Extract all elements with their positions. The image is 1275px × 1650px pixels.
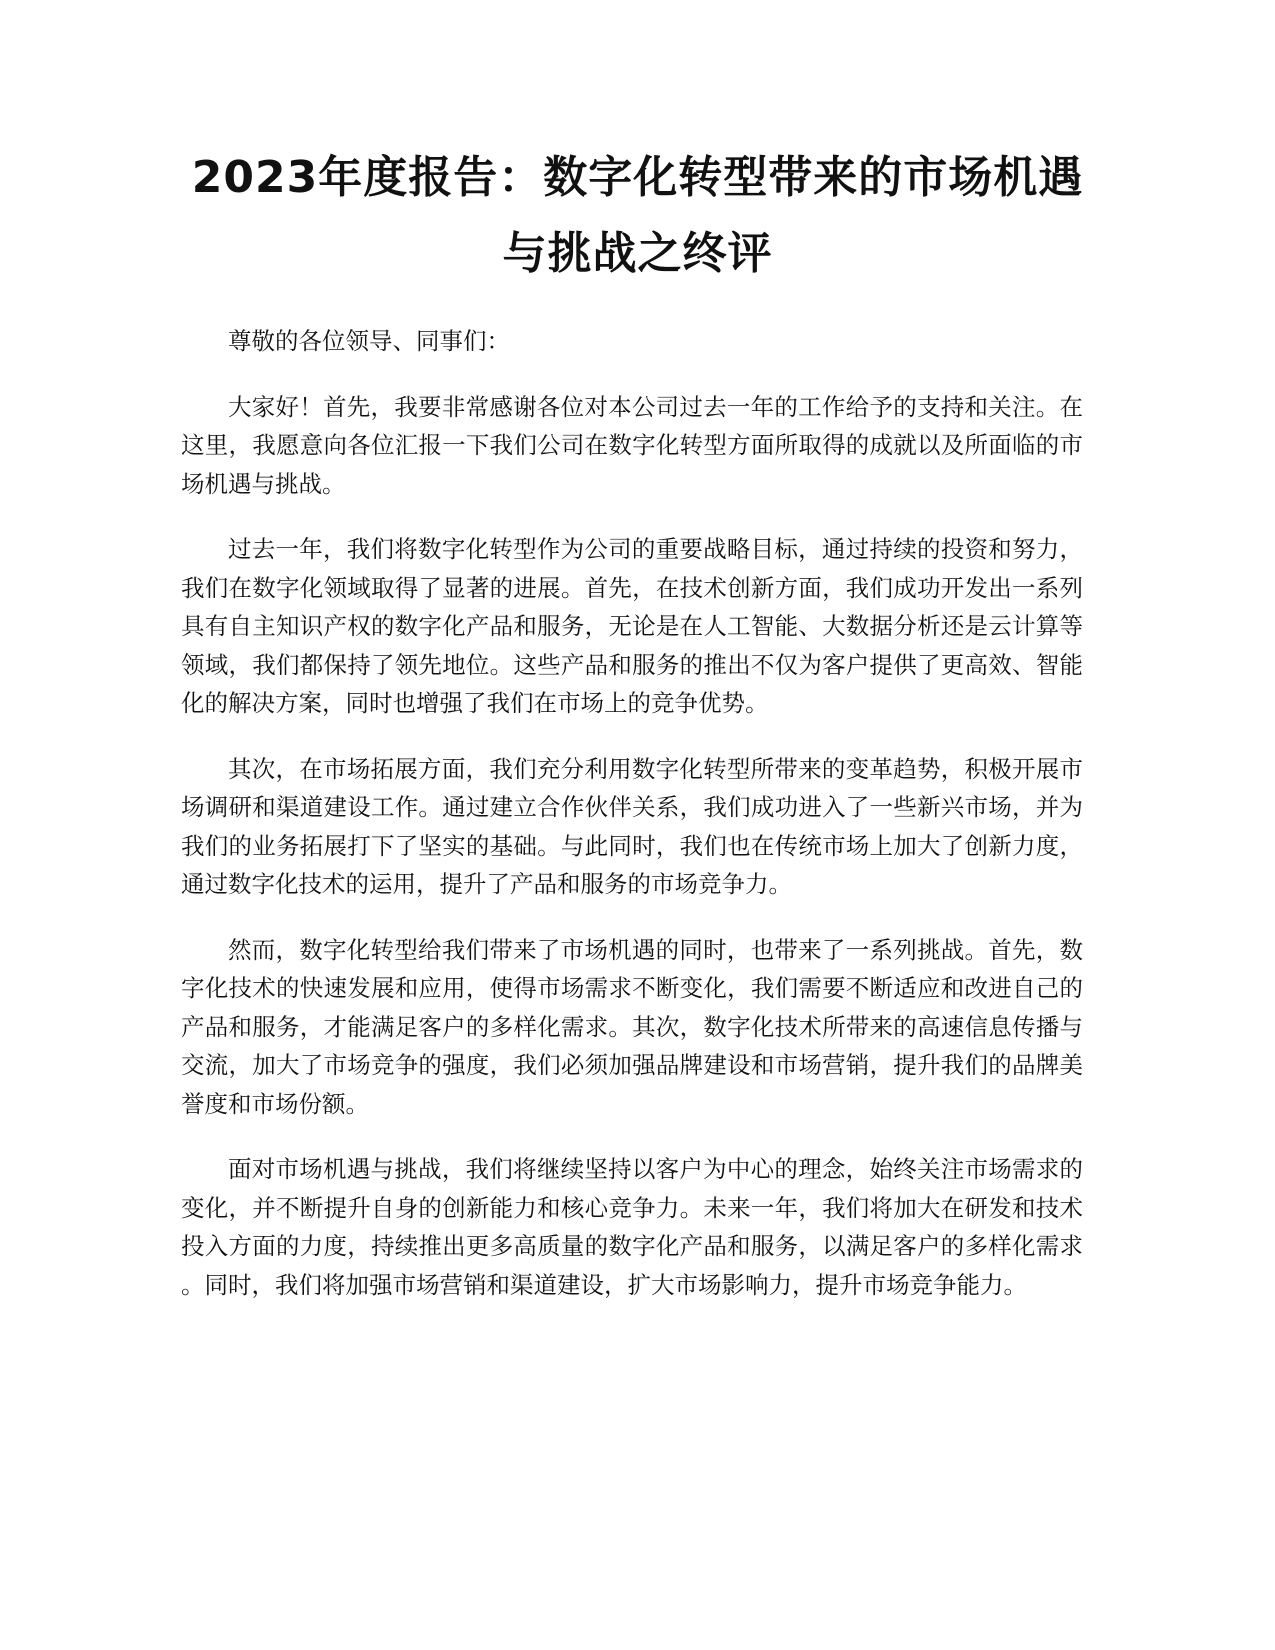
- body-paragraph: 其次，在市场拓展方面，我们充分利用数字化转型所带来的变革趋势，积极开展市场调研和渠道建设工作。通过建立合作伙伴关系，我们成功进入了一些新兴市场，并为我们的业务拓展打下了坚实的基础。与此同时，我们也在传统市场上加大了创新力度，通过数字化技术的运用，提升了产品和服务的市场竞争力。: [181, 754, 1083, 898]
- body-paragraph: 然而，数字化转型给我们带来了市场机遇的同时，也带来了一系列挑战。首先，数字化技术的快速发展和应用，使得市场需求不断变化，我们需要不断适应和改进自己的产品和服务，才能满足客户的多样化需求。其次，数字化技术所带来的高速信息传播与交流，加大了市场竞争的强度，我们必须加强品牌建设和市场营销，提升我们的品牌美誉度和市场份额。: [181, 935, 1083, 1118]
- body-paragraph: 过去一年，我们将数字化转型作为公司的重要战略目标，通过持续的投资和努力，我们在数字化领域取得了显著的进展。首先，在技术创新方面，我们成功开发出一系列具有自主知识产权的数字化产品和服务，无论是在人工智能、大数据分析还是云计算等领域，我们都保持了领先地位。这些产品和服务的推出不仅为客户提供了更高效、智能化的解决方案，同时也增强了我们在市场上的竞争优势。: [181, 535, 1083, 717]
- document-body: [181, 322, 1083, 1331]
- body-paragraph: 大家好！首先，我要非常感谢各位对本公司过去一年的工作给予的支持和关注。在这里，我愿意向各位汇报一下我们公司在数字化转型方面所取得的成就以及所面临的市场机遇与挑战。: [181, 392, 1083, 498]
- body-paragraph: 面对市场机遇与挑战，我们将继续坚持以客户为中心的理念，始终关注市场需求的变化，并不断提升自身的创新能力和核心竞争力。未来一年，我们将加大在研发和技术投入方面的力度，持续推出更多高质量的数字化产品和服务，以满足客户的多样化需求。同时，我们将加强市场营销和渠道建设，扩大市场影响力，提升市场竞争能力。: [181, 1155, 1083, 1299]
- title-line-2: 与挑战之终评: [502, 228, 773, 279]
- document-title: [150, 140, 1125, 292]
- title-line-1: 2023年度报告：数字化转型带来的市场机遇: [191, 152, 1084, 203]
- salutation-paragraph: 尊敬的各位领导、同事们：: [228, 327, 510, 355]
